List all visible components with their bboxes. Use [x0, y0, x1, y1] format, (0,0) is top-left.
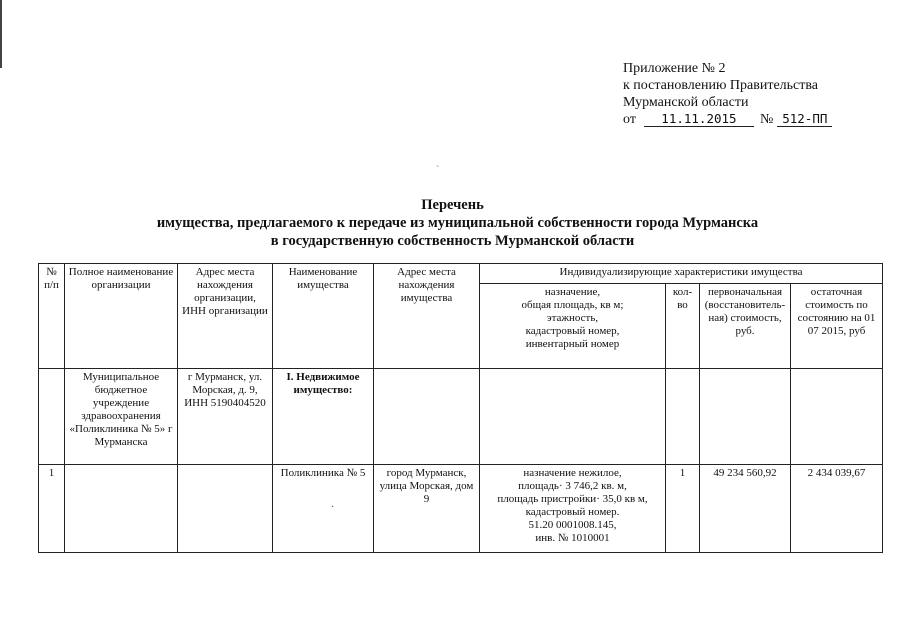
- detail-line: назначение нежилое,: [523, 467, 622, 479]
- org-row-empty: [791, 369, 883, 465]
- appendix-title: Приложение № 2: [623, 61, 726, 76]
- property-table: [38, 263, 883, 553]
- org-address-cell: г Мурманск, ул. Морская, д. 9, ИНН 5190404520: [178, 369, 273, 465]
- header-residual-cost: остаточная стоимость по состоянию на 01 07 2015, руб: [791, 284, 883, 369]
- title-line-2: имущества, предлагаемого к передаче из муниципальной собственности города Мурманска: [156, 215, 759, 231]
- org-row-empty: [480, 369, 666, 465]
- header-purpose-line: кадастровый номер,: [525, 325, 620, 337]
- org-row-empty: [374, 369, 480, 465]
- row-property-address: город Мурманск, улица Морская, дом 9: [374, 465, 480, 553]
- detail-line: площадь пристройки· 35,0 кв м,: [497, 493, 648, 505]
- appendix-block: [623, 60, 832, 128]
- header-characteristics: Индивидуализирующие характеристики имущества: [480, 264, 883, 284]
- row-qty: 1: [666, 465, 700, 553]
- scan-speck: ·: [331, 502, 335, 513]
- header-org-address: Адрес места нахождения организации, ИНН организации: [178, 264, 273, 369]
- header-purpose-line: назначение,: [544, 286, 601, 298]
- row-details: [480, 465, 666, 553]
- org-row-empty: [666, 369, 700, 465]
- detail-line: кадастровый номер.: [525, 506, 620, 518]
- table-row: [39, 465, 883, 553]
- detail-line: инв. № 1010001: [535, 532, 610, 544]
- scan-speck: `: [436, 165, 440, 176]
- header-qty: кол-во: [666, 284, 700, 369]
- org-name-cell: Муниципальное бюджетное учреждение здравоохранения «Поликлиника № 5» г Мурманска: [65, 369, 178, 465]
- appendix-region: Мурманской области: [623, 95, 749, 110]
- header-org: Полное наименование организации: [65, 264, 178, 369]
- title-line-1: Перечень: [421, 197, 484, 213]
- header-row-1: [39, 264, 883, 284]
- detail-line: площадь· 3 746,2 кв. м,: [518, 480, 627, 492]
- detail-line: 51.20 0001008.145,: [528, 519, 617, 531]
- row-num: 1: [39, 465, 65, 553]
- from-label: от: [623, 112, 636, 127]
- header-purpose-line: общая площадь, кв м;: [521, 299, 624, 311]
- row-property-name: Поликлиника № 5: [273, 465, 374, 553]
- header-property-address: Адрес места нахождения имущества: [374, 264, 480, 369]
- page-edge-mark: [0, 0, 2, 68]
- header-purpose-line: инвентарный номер: [525, 338, 620, 350]
- resolution-date: 11.11.2015: [644, 112, 754, 127]
- document-title: [0, 196, 905, 250]
- appendix-dateline: [623, 111, 832, 128]
- org-row-empty: [700, 369, 791, 465]
- appendix-resolution: к постановлению Правительства: [623, 78, 819, 93]
- row-initial-cost: 49 234 560,92: [700, 465, 791, 553]
- header-purpose-line: этажность,: [546, 312, 599, 324]
- org-row: [39, 369, 883, 465]
- title-line-3: в государственную собственность Мурманской области: [270, 233, 635, 249]
- resolution-number: 512-ПП: [777, 112, 832, 127]
- row-org-address-empty: [178, 465, 273, 553]
- header-property-name: Наименование имущества: [273, 264, 374, 369]
- number-label: №: [759, 112, 774, 127]
- org-row-num: [39, 369, 65, 465]
- section-heading: I. Недвижимое имущество:: [273, 369, 374, 465]
- header-initial-cost: первоначальная (восстановитель-ная) стоимость, руб.: [700, 284, 791, 369]
- header-num: № п/п: [39, 264, 65, 369]
- row-org-empty: [65, 465, 178, 553]
- row-residual-cost: 2 434 039,67: [791, 465, 883, 553]
- header-purpose: [480, 284, 666, 369]
